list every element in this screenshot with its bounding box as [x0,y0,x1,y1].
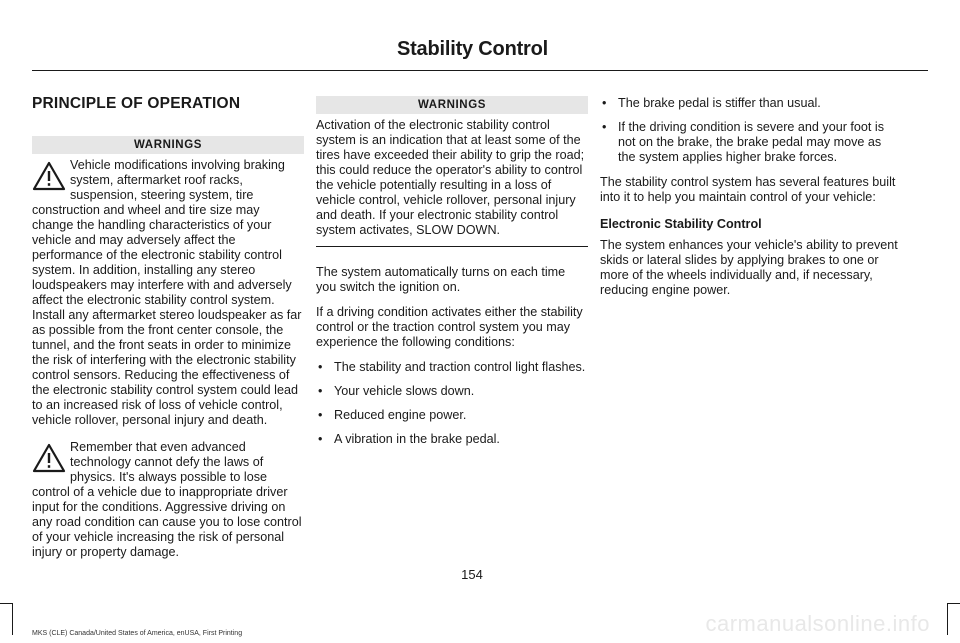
list-item: • If the driving condition is severe and your foot is not on the brake, the brake pedal may move as the system applies higher brake forces. [600,120,900,165]
paragraph: If a driving condition activates either the stability control or the traction control system you may experience the following conditions: [316,305,583,349]
subheading: Electronic Stability Control [600,217,762,231]
edition-footer: MKS (CLE) Canada/United States of America, enUSA, First Printing [32,630,243,637]
column-2 [316,96,588,457]
crop-mark [12,603,13,635]
warning-triangle-icon [32,161,66,191]
crop-mark [948,603,960,604]
warnings-end-divider [316,246,588,247]
warning-item [32,440,304,560]
list-item: • The stability and traction control light flashes. [316,360,588,375]
column-3 [600,96,900,308]
warnings-header: WARNINGS [316,96,588,114]
warning-text: Remember that even advanced technology cannot defy the laws of physics. It's always possible to lose control of a vehicle due to inappropriate driver input for the conditions. Aggressive driving on any road condition can cause you to lose control of your vehicle increasing the risk of personal injury or property damage. [32,440,302,559]
bullet-list [600,96,900,165]
column-1 [32,96,304,572]
watermark: carmanualsonline.info [705,611,930,636]
paragraph: The system automatically turns on each time you switch the ignition on. [316,265,566,294]
crop-mark [0,603,12,604]
paragraph: The system enhances your vehicle's ability to prevent skids or lateral slides by applying brakes to one or more of the wheels individually and, if necessary, reducing engine power. [600,238,898,297]
section-heading: PRINCIPLE OF OPERATION [32,95,241,112]
warning-item [32,158,304,428]
page-title: Stability Control [396,38,548,60]
warning-text: Vehicle modifications involving braking system, aftermarket roof racks, suspension, steering system, tire construction and wheel and tire size may change the handling characteristics of your vehicle and may adversely affect the performance of the electronic stability control system. In addition, installing any stereo loudspeakers may interfere with and adversely affect the electronic stability control system. Install any aftermarket stereo loudspeaker as far as possible from the front center console, the tunnel, and the front seats in order to minimize the risk of interfering with the electronic stability control sensors. Reducing the effectiveness of the electronic stability control system could lead to an increased risk of loss of vehicle control, vehicle rollover, personal injury and death. [32,158,302,427]
list-item: • Reduced engine power. [316,408,588,423]
list-item: • The brake pedal is stiffer than usual. [600,96,900,111]
list-item: • Your vehicle slows down. [316,384,588,399]
warnings-header: WARNINGS [32,136,304,154]
paragraph: The stability control system has several features built into it to help you maintain control of your vehicle: [600,175,896,204]
crop-mark [947,603,948,635]
header-divider [32,70,928,71]
page-number: 154 [461,567,483,582]
list-item: • A vibration in the brake pedal. [316,432,588,447]
warning-text: Activation of the electronic stability control system is an indication that at least some of the tires have exceeded their ability to grip the road; this could reduce the operator's ability to control the vehicle potentially resulting in a loss of vehicle control, vehicle rollover, personal injury and death. If your electronic stability control system activates, SLOW DOWN. [316,118,585,237]
bullet-list [316,360,588,447]
warning-triangle-icon [32,443,66,473]
